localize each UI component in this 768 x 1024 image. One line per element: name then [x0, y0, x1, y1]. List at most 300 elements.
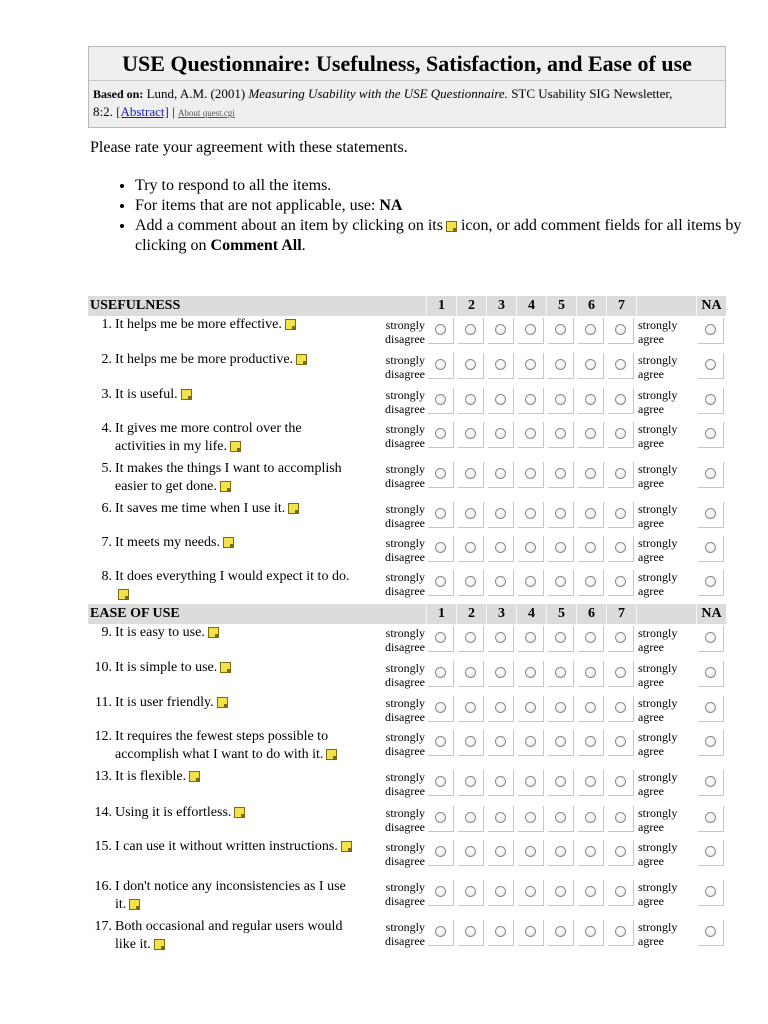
rating-box [608, 422, 634, 448]
add-comment-icon[interactable] [208, 627, 219, 638]
add-comment-icon[interactable] [118, 589, 129, 600]
add-comment-icon[interactable] [220, 481, 231, 492]
rating-radio[interactable] [555, 359, 566, 370]
na-box [698, 880, 724, 906]
rating-radio[interactable] [585, 428, 596, 439]
rating-radio[interactable] [555, 702, 566, 713]
rating-radio[interactable] [435, 886, 446, 897]
rating-cell [456, 838, 486, 878]
rating-cell [576, 351, 606, 386]
rating-radio[interactable] [585, 702, 596, 713]
na-cell [696, 918, 726, 958]
rating-cell [516, 878, 546, 918]
question-cell [88, 804, 361, 838]
rating-radio[interactable] [525, 736, 536, 747]
rating-radio[interactable] [465, 702, 476, 713]
na-radio[interactable] [705, 667, 716, 678]
rating-cell [606, 534, 636, 568]
rating-radio[interactable] [615, 576, 626, 587]
question-text-wrap [115, 316, 353, 334]
question-text-wrap [115, 878, 353, 914]
rating-radio[interactable] [585, 886, 596, 897]
rating-box [548, 806, 574, 832]
rating-radio[interactable] [435, 468, 446, 479]
rating-radio[interactable] [465, 359, 476, 370]
rating-radio[interactable] [615, 776, 626, 787]
rating-box [518, 730, 544, 756]
rating-radio[interactable] [615, 394, 626, 405]
rating-radio[interactable] [555, 428, 566, 439]
rating-box [428, 502, 454, 528]
rating-cell [546, 838, 576, 878]
rating-radio[interactable] [615, 812, 626, 823]
na-radio[interactable] [705, 428, 716, 439]
anchor-strongly-disagree: strongly disagree [385, 730, 426, 758]
rating-radio[interactable] [435, 812, 446, 823]
question-text: It meets my needs. [115, 535, 220, 550]
question-number: 16. [94, 879, 112, 894]
rating-box [608, 318, 634, 344]
rating-radio[interactable] [465, 886, 476, 897]
rating-radio[interactable] [435, 846, 446, 857]
scale-point-header: 7 [606, 296, 636, 316]
rating-cell [456, 500, 486, 534]
rating-box [608, 536, 634, 562]
rating-radio[interactable] [525, 846, 536, 857]
rating-radio[interactable] [435, 428, 446, 439]
rating-box [458, 626, 484, 652]
rating-radio[interactable] [585, 926, 596, 937]
rating-radio[interactable] [615, 667, 626, 678]
rating-cell [546, 420, 576, 460]
rating-radio[interactable] [615, 632, 626, 643]
rating-box [548, 388, 574, 414]
rating-radio[interactable] [525, 812, 536, 823]
rating-radio[interactable] [465, 468, 476, 479]
rating-cell [456, 728, 486, 768]
rating-box [578, 570, 604, 596]
rating-radio[interactable] [615, 508, 626, 519]
rating-radio[interactable] [615, 542, 626, 553]
question-text: It is user friendly. [115, 695, 214, 710]
rating-radio[interactable] [555, 324, 566, 335]
question-text-wrap [115, 500, 353, 518]
instructions-list [110, 176, 755, 256]
rating-box [458, 806, 484, 832]
rating-radio[interactable] [525, 359, 536, 370]
question-row [88, 768, 726, 804]
rating-box [608, 920, 634, 946]
rating-cell [486, 694, 516, 728]
rating-box [518, 318, 544, 344]
rating-radio[interactable] [615, 428, 626, 439]
question-cell [88, 838, 361, 878]
abstract-link[interactable]: [Abstract] [116, 104, 169, 119]
question-cell [88, 728, 361, 768]
rating-cell [516, 386, 546, 420]
anchor-strongly-agree: strongly agree [638, 388, 678, 416]
rating-radio[interactable] [585, 508, 596, 519]
question-text: It gives me more control over the activities in my life. [115, 421, 302, 454]
rating-box [578, 661, 604, 687]
add-comment-icon[interactable] [154, 939, 165, 950]
rating-cell [426, 659, 456, 694]
rating-box [608, 696, 634, 722]
question-row [88, 624, 726, 659]
rating-cell [486, 568, 516, 604]
rating-cell [426, 351, 456, 386]
rating-radio[interactable] [435, 324, 446, 335]
rating-cell [456, 659, 486, 694]
anchor-strongly-disagree: strongly disagree [385, 502, 426, 530]
rating-cell [486, 624, 516, 659]
rating-radio[interactable] [525, 324, 536, 335]
question-cell [88, 918, 361, 958]
anchor-strongly-disagree: strongly disagree [385, 388, 426, 416]
rating-box [578, 502, 604, 528]
rating-radio[interactable] [495, 359, 506, 370]
na-cell [696, 534, 726, 568]
question-text-wrap [115, 838, 353, 856]
rating-radio[interactable] [555, 632, 566, 643]
add-comment-icon[interactable] [288, 503, 299, 514]
rating-radio[interactable] [615, 926, 626, 937]
add-comment-icon[interactable] [285, 319, 296, 330]
na-cell [696, 420, 726, 460]
rating-box [428, 696, 454, 722]
question-number: 15. [94, 839, 112, 854]
rating-radio[interactable] [435, 576, 446, 587]
add-comment-icon[interactable] [129, 899, 140, 910]
rating-cell [456, 918, 486, 958]
rating-box [428, 840, 454, 866]
rating-box [608, 462, 634, 488]
na-radio[interactable] [705, 886, 716, 897]
question-cell [88, 534, 361, 568]
rating-radio[interactable] [435, 542, 446, 553]
rating-radio[interactable] [495, 428, 506, 439]
rating-box [518, 353, 544, 379]
page-title: USE Questionnaire: Usefulness, Satisfaction, and Ease of use [89, 47, 725, 81]
na-box [698, 570, 724, 596]
rating-box [548, 770, 574, 796]
rating-box [428, 770, 454, 796]
rating-radio[interactable] [465, 324, 476, 335]
rating-cell [486, 460, 516, 500]
na-cell [696, 460, 726, 500]
rating-radio[interactable] [525, 702, 536, 713]
add-comment-icon[interactable] [189, 771, 200, 782]
rating-radio[interactable] [525, 394, 536, 405]
instruction-item [135, 196, 755, 216]
rating-cell [606, 351, 636, 386]
question-cell [88, 568, 361, 604]
na-radio[interactable] [705, 324, 716, 335]
question-cell [88, 460, 361, 500]
rating-radio[interactable] [555, 394, 566, 405]
rating-box [578, 462, 604, 488]
na-radio[interactable] [705, 846, 716, 857]
rating-box [578, 806, 604, 832]
rating-cell [546, 918, 576, 958]
rating-radio[interactable] [585, 776, 596, 787]
rating-cell [546, 534, 576, 568]
rating-radio[interactable] [465, 667, 476, 678]
rating-radio[interactable] [465, 812, 476, 823]
rating-box [518, 840, 544, 866]
rating-radio[interactable] [525, 576, 536, 587]
rating-radio[interactable] [435, 667, 446, 678]
rating-radio[interactable] [585, 846, 596, 857]
rating-radio[interactable] [435, 776, 446, 787]
rating-radio[interactable] [525, 667, 536, 678]
rating-box [488, 770, 514, 796]
anchor-strongly-disagree: strongly disagree [385, 536, 426, 564]
rating-box [488, 626, 514, 652]
add-comment-icon[interactable] [341, 841, 352, 852]
question-text-wrap [115, 768, 353, 786]
rating-radio[interactable] [585, 359, 596, 370]
rating-radio[interactable] [495, 736, 506, 747]
rating-radio[interactable] [525, 926, 536, 937]
rating-box [488, 920, 514, 946]
rating-radio[interactable] [495, 468, 506, 479]
question-text: Using it is effortless. [115, 805, 232, 820]
rating-radio[interactable] [495, 508, 506, 519]
na-radio[interactable] [705, 702, 716, 713]
rating-radio[interactable] [615, 846, 626, 857]
rating-box [548, 570, 574, 596]
rating-radio[interactable] [555, 776, 566, 787]
anchor-strongly-disagree: strongly disagree [385, 840, 426, 868]
rating-cell [546, 659, 576, 694]
na-radio[interactable] [705, 576, 716, 587]
anchor-strongly-agree: strongly agree [638, 462, 678, 490]
rating-cell [456, 420, 486, 460]
rating-radio[interactable] [495, 886, 506, 897]
na-radio[interactable] [705, 632, 716, 643]
rating-cell [576, 534, 606, 568]
na-radio[interactable] [705, 926, 716, 937]
rating-radio[interactable] [435, 359, 446, 370]
rating-radio[interactable] [525, 468, 536, 479]
rating-box [488, 880, 514, 906]
rating-radio[interactable] [555, 926, 566, 937]
rating-box [578, 696, 604, 722]
rating-radio[interactable] [585, 632, 596, 643]
rating-radio[interactable] [525, 508, 536, 519]
na-radio[interactable] [705, 508, 716, 519]
rating-radio[interactable] [585, 576, 596, 587]
rating-radio[interactable] [495, 812, 506, 823]
rating-radio[interactable] [465, 542, 476, 553]
anchor-strongly-agree: strongly agree [638, 502, 678, 530]
question-text: It does everything I would expect it to do. [115, 569, 350, 584]
rating-cell [486, 386, 516, 420]
rating-radio[interactable] [525, 632, 536, 643]
rating-box [458, 318, 484, 344]
rating-radio[interactable] [525, 886, 536, 897]
rating-cell [426, 568, 456, 604]
rating-cell [456, 694, 486, 728]
rating-cell [576, 768, 606, 804]
rating-radio[interactable] [555, 667, 566, 678]
rating-radio[interactable] [615, 702, 626, 713]
rating-radio[interactable] [585, 324, 596, 335]
na-radio[interactable] [705, 468, 716, 479]
rating-cell [546, 568, 576, 604]
question-row [88, 728, 726, 768]
rating-radio[interactable] [495, 632, 506, 643]
rating-radio[interactable] [585, 542, 596, 553]
na-box [698, 806, 724, 832]
rating-radio[interactable] [585, 394, 596, 405]
rating-radio[interactable] [465, 776, 476, 787]
question-number: 4. [101, 421, 112, 436]
rating-box [548, 840, 574, 866]
rating-radio[interactable] [525, 542, 536, 553]
anchor-strongly-disagree: strongly disagree [385, 570, 426, 598]
rating-cell [576, 624, 606, 659]
add-comment-icon[interactable] [181, 389, 192, 400]
rating-radio[interactable] [495, 667, 506, 678]
rating-cell [486, 728, 516, 768]
na-cell [696, 878, 726, 918]
na-cell [696, 838, 726, 878]
rating-radio[interactable] [585, 812, 596, 823]
rating-cell [606, 768, 636, 804]
question-text: It is flexible. [115, 769, 187, 784]
rating-radio[interactable] [465, 394, 476, 405]
rating-radio[interactable] [495, 576, 506, 587]
rating-radio[interactable] [585, 736, 596, 747]
rating-radio[interactable] [495, 394, 506, 405]
rating-box [428, 570, 454, 596]
rating-radio[interactable] [555, 846, 566, 857]
rating-radio[interactable] [555, 812, 566, 823]
rating-box [578, 388, 604, 414]
add-comment-icon[interactable] [223, 537, 234, 548]
rating-box [458, 770, 484, 796]
rating-radio[interactable] [435, 702, 446, 713]
citation-title: Measuring Usability with the USE Questionnaire. [248, 86, 508, 101]
rating-radio[interactable] [555, 886, 566, 897]
rating-radio[interactable] [555, 508, 566, 519]
rating-radio[interactable] [495, 776, 506, 787]
rating-radio[interactable] [465, 576, 476, 587]
rating-radio[interactable] [465, 846, 476, 857]
rating-radio[interactable] [435, 736, 446, 747]
rating-box [488, 502, 514, 528]
na-cell [696, 624, 726, 659]
na-radio[interactable] [705, 812, 716, 823]
rating-box [518, 462, 544, 488]
rating-box [578, 840, 604, 866]
add-comment-icon[interactable] [230, 441, 241, 452]
rating-box [458, 920, 484, 946]
link-separator: | [172, 104, 175, 119]
rating-cell [426, 500, 456, 534]
rating-radio[interactable] [435, 926, 446, 937]
intro-text: Please rate your agreement with these statements. [90, 139, 408, 156]
question-row [88, 659, 726, 694]
rating-radio[interactable] [615, 324, 626, 335]
na-radio[interactable] [705, 359, 716, 370]
rating-radio[interactable] [615, 736, 626, 747]
rating-radio[interactable] [435, 632, 446, 643]
question-text: I don't notice any inconsistencies as I use it. [115, 879, 346, 912]
rating-box [608, 570, 634, 596]
rating-radio[interactable] [615, 468, 626, 479]
rating-radio[interactable] [555, 576, 566, 587]
rating-box [578, 880, 604, 906]
add-comment-icon[interactable] [326, 749, 337, 760]
add-comment-icon[interactable] [234, 807, 245, 818]
rating-radio[interactable] [585, 468, 596, 479]
add-comment-icon[interactable] [296, 354, 307, 365]
rating-box [488, 570, 514, 596]
rating-radio[interactable] [525, 428, 536, 439]
rating-radio[interactable] [465, 508, 476, 519]
na-header: NA [696, 604, 726, 624]
scale-spacer [636, 296, 696, 316]
add-comment-icon[interactable] [217, 697, 228, 708]
rating-radio[interactable] [495, 324, 506, 335]
na-radio[interactable] [705, 542, 716, 553]
rating-cell [606, 804, 636, 838]
rating-radio[interactable] [435, 508, 446, 519]
question-text-wrap [115, 351, 353, 369]
na-box [698, 840, 724, 866]
question-number: 3. [101, 387, 112, 402]
rating-radio[interactable] [465, 736, 476, 747]
rating-cell [546, 624, 576, 659]
question-row [88, 316, 726, 351]
rating-radio[interactable] [495, 542, 506, 553]
question-row [88, 386, 726, 420]
rating-cell [456, 316, 486, 351]
rating-radio[interactable] [465, 632, 476, 643]
rating-cell [486, 351, 516, 386]
rating-radio[interactable] [555, 468, 566, 479]
rating-radio[interactable] [495, 702, 506, 713]
rating-radio[interactable] [465, 926, 476, 937]
na-radio[interactable] [705, 736, 716, 747]
rating-radio[interactable] [435, 394, 446, 405]
rating-box [488, 318, 514, 344]
na-radio[interactable] [705, 776, 716, 787]
rating-box [518, 920, 544, 946]
rating-radio[interactable] [525, 776, 536, 787]
anchor-strongly-agree: strongly agree [638, 730, 678, 758]
na-radio[interactable] [705, 394, 716, 405]
rating-radio[interactable] [465, 428, 476, 439]
question-row [88, 694, 726, 728]
rating-radio[interactable] [615, 886, 626, 897]
rating-radio[interactable] [615, 359, 626, 370]
rating-box [428, 536, 454, 562]
rating-radio[interactable] [495, 846, 506, 857]
rating-radio[interactable] [495, 926, 506, 937]
question-cell [88, 500, 361, 534]
add-comment-icon[interactable] [220, 662, 231, 673]
question-text: It requires the fewest steps possible to accomplish what I want to do with it. [115, 729, 329, 762]
rating-box [488, 661, 514, 687]
about-quest-link[interactable]: About quest.cgi [177, 108, 235, 118]
rating-radio[interactable] [555, 736, 566, 747]
rating-radio[interactable] [585, 667, 596, 678]
rating-radio[interactable] [555, 542, 566, 553]
